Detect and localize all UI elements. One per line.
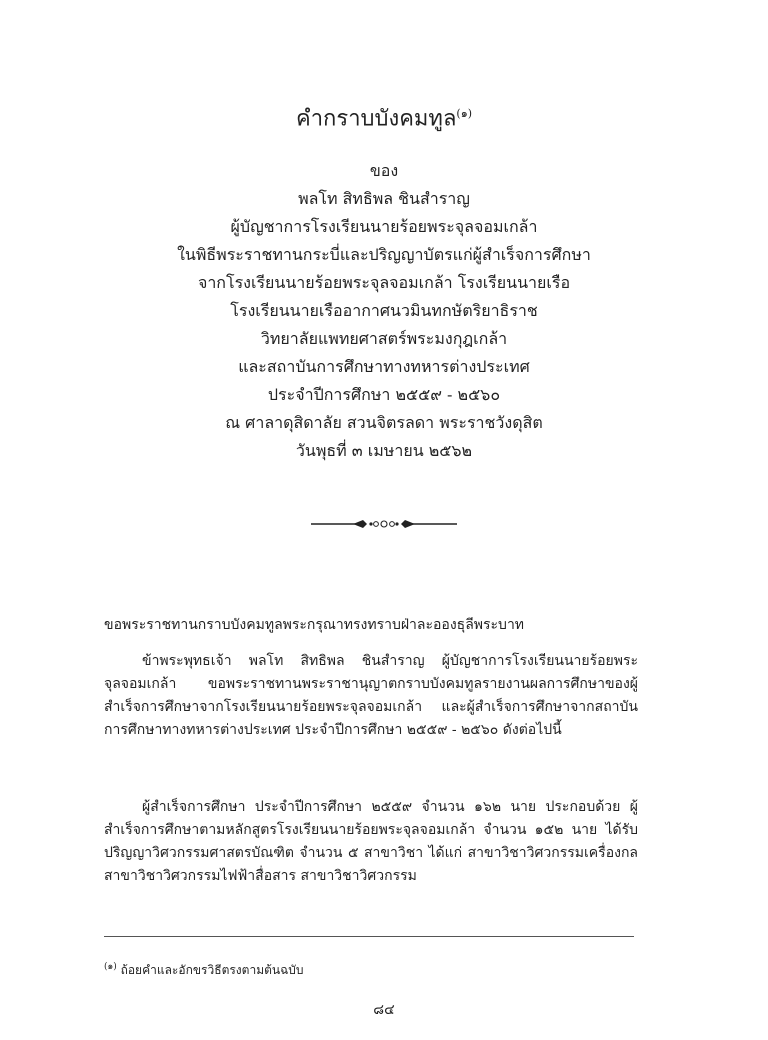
footnote	[104, 958, 304, 979]
footnote-separator	[104, 936, 634, 937]
decorative-divider-icon	[0, 514, 768, 534]
header-line: ประจำปีการศึกษา ๒๕๕๙ - ๒๕๖๐	[267, 385, 501, 404]
header-line: พลโท สิทธิพล ชินสำราญ	[298, 189, 470, 208]
header-line: วิทยาลัยแพทยศาสตร์พระมงกุฎเกล้า	[260, 329, 508, 348]
header-line: ผู้บัญชาการโรงเรียนนายร้อยพระจุลจอมเกล้า	[230, 217, 538, 236]
footnote-marker: (๑)	[104, 962, 117, 972]
header-line: และสถาบันการศึกษาทางทหารต่างประเทศ	[238, 357, 530, 376]
header-line: ของ	[369, 161, 399, 180]
title-text: คำกราบบังคมทูล	[295, 106, 457, 132]
title-footnote-marker: (๑)	[456, 107, 472, 120]
footnote-text: ถ้อยคำและอักขรวิธีตรงตามต้นฉบับ	[120, 963, 304, 977]
document-title	[0, 100, 768, 133]
body-paragraph: ข้าพระพุทธเจ้า พลโท สิทธิพล ชินสำราญ ผู้บัญชาการโรงเรียนนายร้อยพระจุลจอมเกล้า ขอพระราชทานพระราชานุญาตกราบบังคมทูลรายงานผลการศึกษาของผู้สำเร็จการศึกษาจากโรงเรียนนายร้อยพระจุลจอมเกล้า และผู้สำเร็จการศึกษาจากสถาบันการศึกษาทางทหารต่างประเทศ ประจำปีการศึกษา ๒๕๕๙ - ๒๕๖๐ ดังต่อไปนี้	[104, 653, 638, 738]
body-paragraph: ผู้สำเร็จการศึกษา ประจำปีการศึกษา ๒๕๕๙ จำนวน ๑๖๒ นาย ประกอบด้วย ผู้สำเร็จการศึกษาตามหลักสูตรโรงเรียนนายร้อยพระจุลจอมเกล้า จำนวน ๑๕๒ นาย ได้รับปริญญาวิศวกรรมศาสตรบัณฑิต จำนวน ๕ สาขาวิชา ได้แก่ สาขาวิชาวิศวกรรมเครื่องกล สาขาวิชาวิศวกรรมไฟฟ้าสื่อสาร สาขาวิชาวิศวกรรม	[104, 799, 638, 884]
salutation: ขอพระราชทานกราบบังคมทูลพระกรุณาทรงทราบฝ่าละอองธุลีพระบาท	[104, 617, 525, 633]
header-line: ในพิธีพระราชทานกระบี่และปริญญาบัตรแก่ผู้สำเร็จการศึกษา	[177, 245, 591, 264]
header-line: โรงเรียนนายเรืออากาศนวมินทกษัตริยาธิราช	[230, 301, 538, 320]
header-line: วันพุธที่ ๓ เมษายน ๒๕๖๒	[295, 441, 473, 460]
header-line: ณ ศาลาดุสิดาลัย สวนจิตรลดา พระราชวังดุสิต	[225, 413, 543, 432]
header-line: จากโรงเรียนนายร้อยพระจุลจอมเกล้า โรงเรียนนายเรือ	[197, 273, 571, 292]
title-block	[0, 157, 768, 465]
page-number: ๘๔	[373, 1002, 395, 1018]
